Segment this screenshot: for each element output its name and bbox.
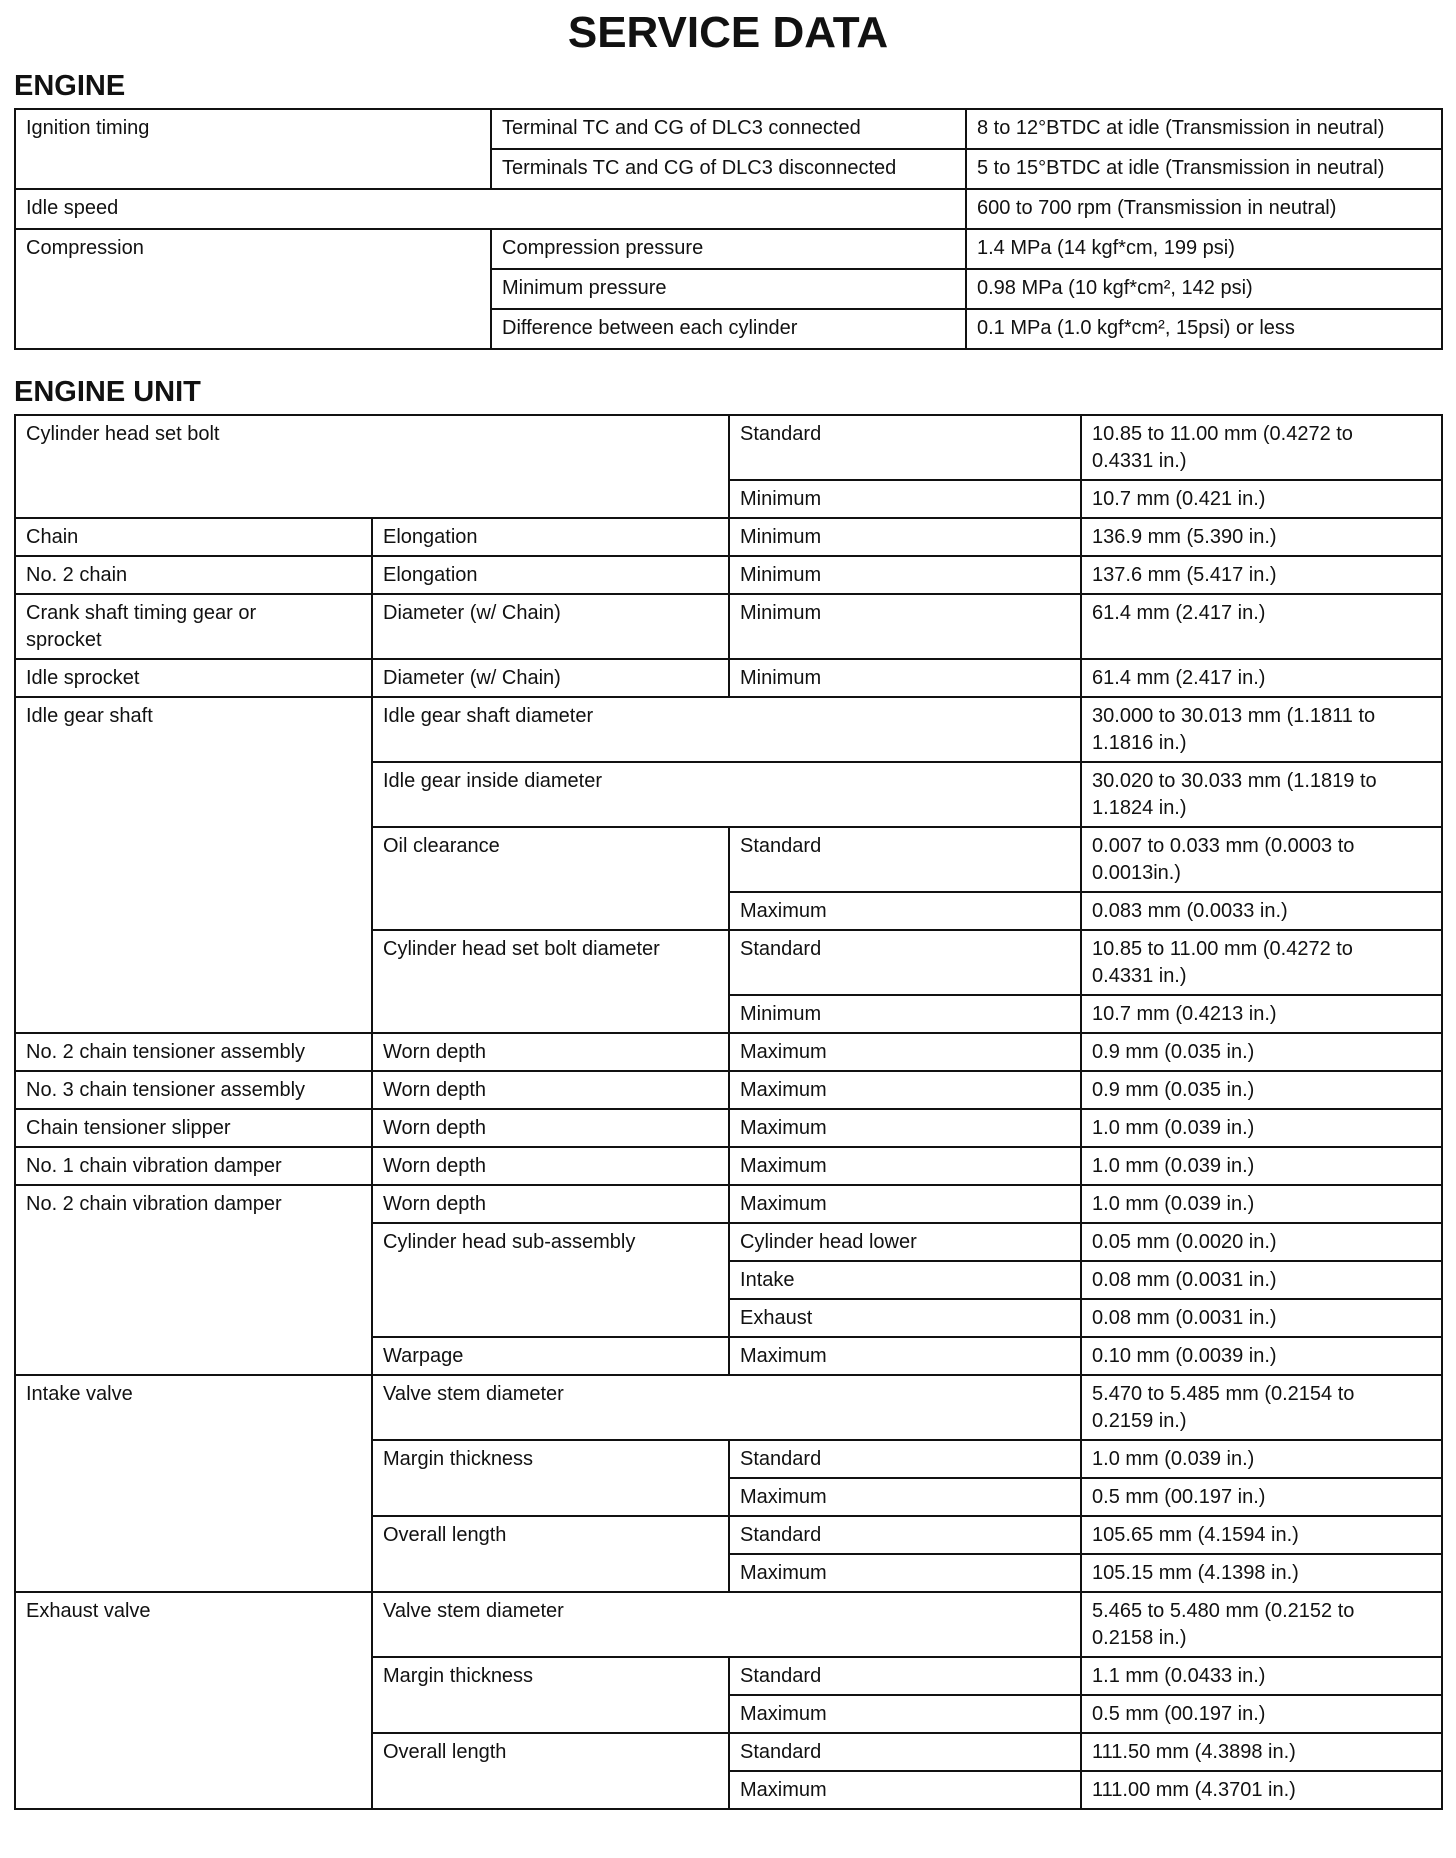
table-cell: 0.007 to 0.033 mm (0.0003 to 0.0013in.) xyxy=(1081,827,1442,892)
table-cell: 600 to 700 rpm (Transmission in neutral) xyxy=(966,189,1442,229)
table-cell: 0.98 MPa (10 kgf*cm², 142 psi) xyxy=(966,269,1442,309)
table-cell: Standard xyxy=(729,930,1081,995)
table-cell: Standard xyxy=(729,827,1081,892)
table-row xyxy=(15,1147,1442,1185)
table-cell: No. 3 chain tensioner assembly xyxy=(15,1071,372,1109)
table-row xyxy=(15,189,1442,229)
table-cell: Idle gear inside diameter xyxy=(372,762,1081,827)
table-cell: Maximum xyxy=(729,1554,1081,1592)
table-cell: 30.020 to 30.033 mm (1.1819 to 1.1824 in.) xyxy=(1081,762,1442,827)
table-row xyxy=(15,518,1442,556)
table-row xyxy=(15,1375,1442,1440)
table-cell: Minimum xyxy=(729,556,1081,594)
table-cell: No. 2 chain xyxy=(15,556,372,594)
table-cell: Overall length xyxy=(372,1733,729,1809)
table-cell: 0.9 mm (0.035 in.) xyxy=(1081,1071,1442,1109)
table-cell: Minimum xyxy=(729,480,1081,518)
table-cell: Margin thickness xyxy=(372,1657,729,1733)
table-cell: Chain tensioner slipper xyxy=(15,1109,372,1147)
table-cell: 137.6 mm (5.417 in.) xyxy=(1081,556,1442,594)
table-cell: Warpage xyxy=(372,1337,729,1375)
table-cell: Worn depth xyxy=(372,1071,729,1109)
table-cell: Maximum xyxy=(729,892,1081,930)
table-cell: 111.00 mm (4.3701 in.) xyxy=(1081,1771,1442,1809)
table-cell: Valve stem diameter xyxy=(372,1592,1081,1657)
table-cell: Worn depth xyxy=(372,1109,729,1147)
table-cell: Maximum xyxy=(729,1695,1081,1733)
table-row xyxy=(15,109,1442,149)
table-cell: No. 2 chain tensioner assembly xyxy=(15,1033,372,1071)
table-cell: 10.85 to 11.00 mm (0.4272 to 0.4331 in.) xyxy=(1081,415,1442,480)
table-cell: 1.0 mm (0.039 in.) xyxy=(1081,1185,1442,1223)
table-cell: Compression xyxy=(15,229,491,349)
page-title: SERVICE DATA xyxy=(567,8,889,57)
table-cell: Standard xyxy=(729,1733,1081,1771)
section-heading-engine-unit: ENGINE UNIT xyxy=(14,376,201,408)
table-cell: Exhaust valve xyxy=(15,1592,372,1809)
table-row xyxy=(15,556,1442,594)
table-cell: Minimum xyxy=(729,659,1081,697)
table-cell: 30.000 to 30.013 mm (1.1811 to 1.1816 in.) xyxy=(1081,697,1442,762)
table-cell: Idle gear shaft xyxy=(15,697,372,1033)
table-cell: 61.4 mm (2.417 in.) xyxy=(1081,659,1442,697)
table-cell: 10.85 to 11.00 mm (0.4272 to 0.4331 in.) xyxy=(1081,930,1442,995)
table-cell: 0.083 mm (0.0033 in.) xyxy=(1081,892,1442,930)
table-cell: Minimum pressure xyxy=(491,269,966,309)
table-cell: 10.7 mm (0.421 in.) xyxy=(1081,480,1442,518)
table-cell: Idle gear shaft diameter xyxy=(372,697,1081,762)
table-cell: No. 1 chain vibration damper xyxy=(15,1147,372,1185)
table-cell: Chain xyxy=(15,518,372,556)
engine-unit-spec-table xyxy=(14,414,1443,1810)
section-heading-engine: ENGINE xyxy=(14,70,126,102)
table-cell: 5 to 15°BTDC at idle (Transmission in neutral) xyxy=(966,149,1442,189)
table-cell: Cylinder head set bolt diameter xyxy=(372,930,729,1033)
table-cell: Terminals TC and CG of DLC3 disconnected xyxy=(491,149,966,189)
table-row xyxy=(15,594,1442,659)
table-cell: Maximum xyxy=(729,1185,1081,1223)
table-cell: 0.08 mm (0.0031 in.) xyxy=(1081,1299,1442,1337)
table-row xyxy=(15,1071,1442,1109)
table-cell: 0.10 mm (0.0039 in.) xyxy=(1081,1337,1442,1375)
table-cell: 0.5 mm (00.197 in.) xyxy=(1081,1695,1442,1733)
table-cell: Diameter (w/ Chain) xyxy=(372,659,729,697)
table-cell: Elongation xyxy=(372,518,729,556)
table-cell: Worn depth xyxy=(372,1147,729,1185)
table-cell: 10.7 mm (0.4213 in.) xyxy=(1081,995,1442,1033)
table-cell: Overall length xyxy=(372,1516,729,1592)
table-cell: Standard xyxy=(729,1440,1081,1478)
table-cell: 105.65 mm (4.1594 in.) xyxy=(1081,1516,1442,1554)
table-cell: Maximum xyxy=(729,1071,1081,1109)
table-row xyxy=(15,1185,1442,1223)
table-cell: Elongation xyxy=(372,556,729,594)
table-cell: Minimum xyxy=(729,995,1081,1033)
table-cell: 5.470 to 5.485 mm (0.2154 to 0.2159 in.) xyxy=(1081,1375,1442,1440)
table-cell: Intake valve xyxy=(15,1375,372,1592)
table-cell: Minimum xyxy=(729,518,1081,556)
table-row xyxy=(15,697,1442,762)
table-cell: Cylinder head sub-assembly xyxy=(372,1223,729,1337)
table-cell: 0.5 mm (00.197 in.) xyxy=(1081,1478,1442,1516)
table-cell: Cylinder head lower xyxy=(729,1223,1081,1261)
table-cell: Margin thickness xyxy=(372,1440,729,1516)
table-cell: Maximum xyxy=(729,1478,1081,1516)
table-cell: Crank shaft timing gear or sprocket xyxy=(15,594,372,659)
table-cell: Difference between each cylinder xyxy=(491,309,966,349)
table-cell: Standard xyxy=(729,1516,1081,1554)
table-cell: Diameter (w/ Chain) xyxy=(372,594,729,659)
table-cell: 8 to 12°BTDC at idle (Transmission in neutral) xyxy=(966,109,1442,149)
table-cell: 1.0 mm (0.039 in.) xyxy=(1081,1109,1442,1147)
table-cell: Ignition timing xyxy=(15,109,491,189)
table-cell: 1.0 mm (0.039 in.) xyxy=(1081,1147,1442,1185)
engine-spec-table xyxy=(14,108,1443,350)
table-cell: Valve stem diameter xyxy=(372,1375,1081,1440)
table-cell: Maximum xyxy=(729,1771,1081,1809)
table-cell: 61.4 mm (2.417 in.) xyxy=(1081,594,1442,659)
table-cell: Maximum xyxy=(729,1337,1081,1375)
table-cell: 0.9 mm (0.035 in.) xyxy=(1081,1033,1442,1071)
table-cell: Maximum xyxy=(729,1033,1081,1071)
table-row xyxy=(15,415,1442,480)
table-row xyxy=(15,659,1442,697)
table-cell: 105.15 mm (4.1398 in.) xyxy=(1081,1554,1442,1592)
table-cell: 1.1 mm (0.0433 in.) xyxy=(1081,1657,1442,1695)
table-cell: Worn depth xyxy=(372,1185,729,1223)
table-cell: Idle sprocket xyxy=(15,659,372,697)
table-cell: 136.9 mm (5.390 in.) xyxy=(1081,518,1442,556)
table-cell: 0.1 MPa (1.0 kgf*cm², 15psi) or less xyxy=(966,309,1442,349)
table-cell: Standard xyxy=(729,1657,1081,1695)
table-cell: No. 2 chain vibration damper xyxy=(15,1185,372,1375)
table-cell: 0.08 mm (0.0031 in.) xyxy=(1081,1261,1442,1299)
table-cell: Cylinder head set bolt xyxy=(15,415,729,518)
table-cell: Standard xyxy=(729,415,1081,480)
table-cell: 111.50 mm (4.3898 in.) xyxy=(1081,1733,1442,1771)
table-row xyxy=(15,1033,1442,1071)
table-row xyxy=(15,1109,1442,1147)
table-cell: Exhaust xyxy=(729,1299,1081,1337)
table-cell: Worn depth xyxy=(372,1033,729,1071)
table-cell: Terminal TC and CG of DLC3 connected xyxy=(491,109,966,149)
table-cell: Idle speed xyxy=(15,189,966,229)
table-cell: 1.4 MPa (14 kgf*cm, 199 psi) xyxy=(966,229,1442,269)
table-cell: Intake xyxy=(729,1261,1081,1299)
table-cell: Compression pressure xyxy=(491,229,966,269)
table-cell: Minimum xyxy=(729,594,1081,659)
table-cell: 5.465 to 5.480 mm (0.2152 to 0.2158 in.) xyxy=(1081,1592,1442,1657)
table-cell: 1.0 mm (0.039 in.) xyxy=(1081,1440,1442,1478)
table-cell: Maximum xyxy=(729,1109,1081,1147)
table-cell: 0.05 mm (0.0020 in.) xyxy=(1081,1223,1442,1261)
table-row xyxy=(15,229,1442,269)
table-row xyxy=(15,1592,1442,1657)
table-cell: Maximum xyxy=(729,1147,1081,1185)
table-cell: Oil clearance xyxy=(372,827,729,930)
